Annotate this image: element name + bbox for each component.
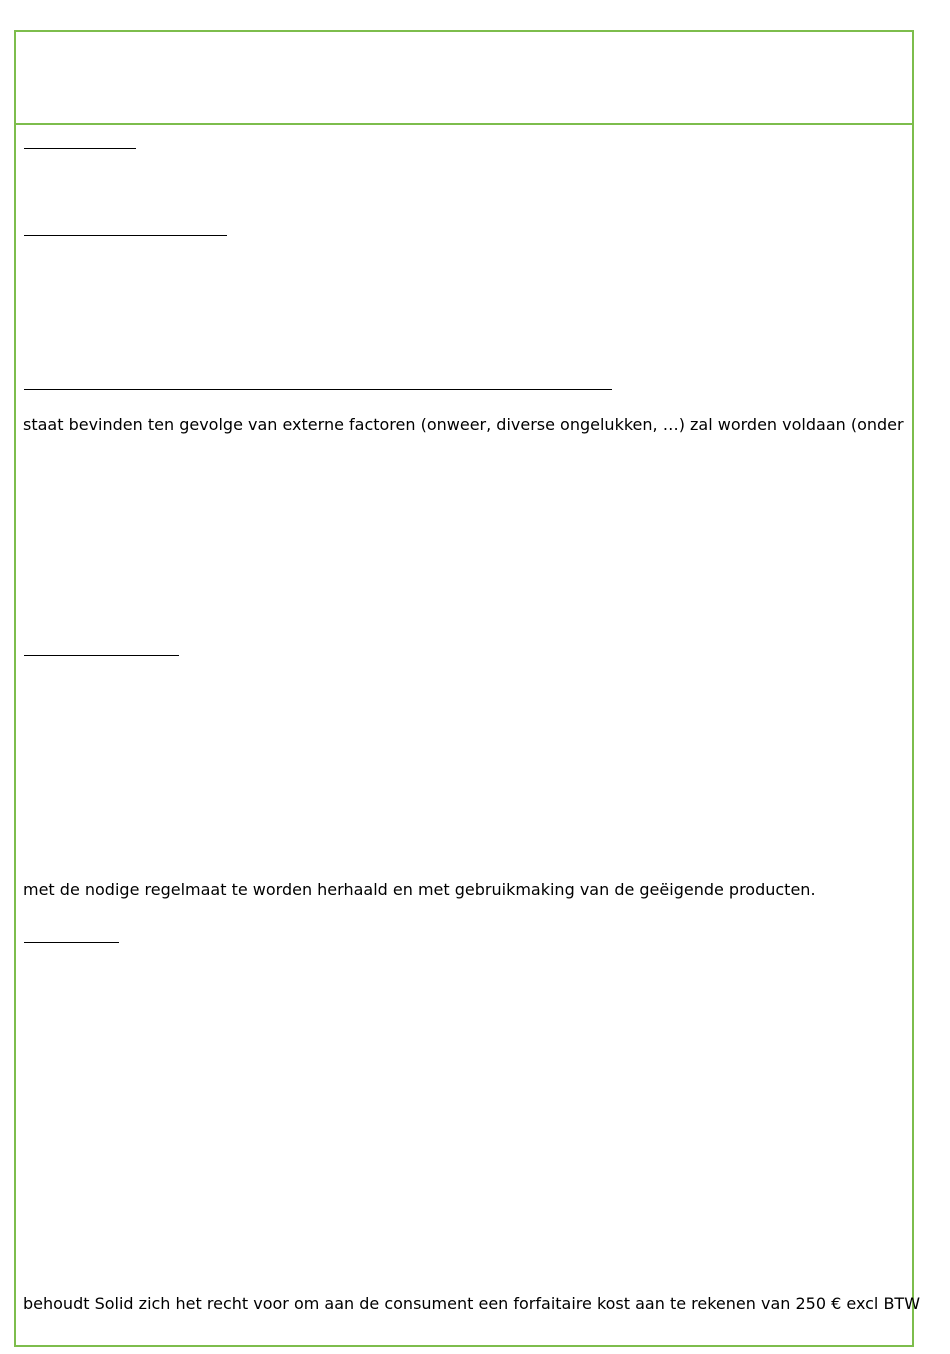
header-band	[16, 32, 912, 125]
body-text-line: behoudt Solid zich het recht voor om aan de consument een forfaitaire kost aan te rekenen van 250 € excl BTW	[23, 1294, 921, 1313]
heading-underline	[24, 389, 612, 390]
heading-underline	[24, 655, 179, 656]
document-frame	[14, 30, 914, 1347]
heading-underline	[24, 942, 119, 943]
heading-underline	[24, 148, 136, 149]
body-text-line: staat bevinden ten gevolge van externe factoren (onweer, diverse ongelukken, …) zal worden voldaan (onder	[23, 415, 904, 434]
heading-underline	[24, 235, 227, 236]
body-text-line: met de nodige regelmaat te worden herhaald en met gebruikmaking van de geëigende producten.	[23, 880, 816, 899]
